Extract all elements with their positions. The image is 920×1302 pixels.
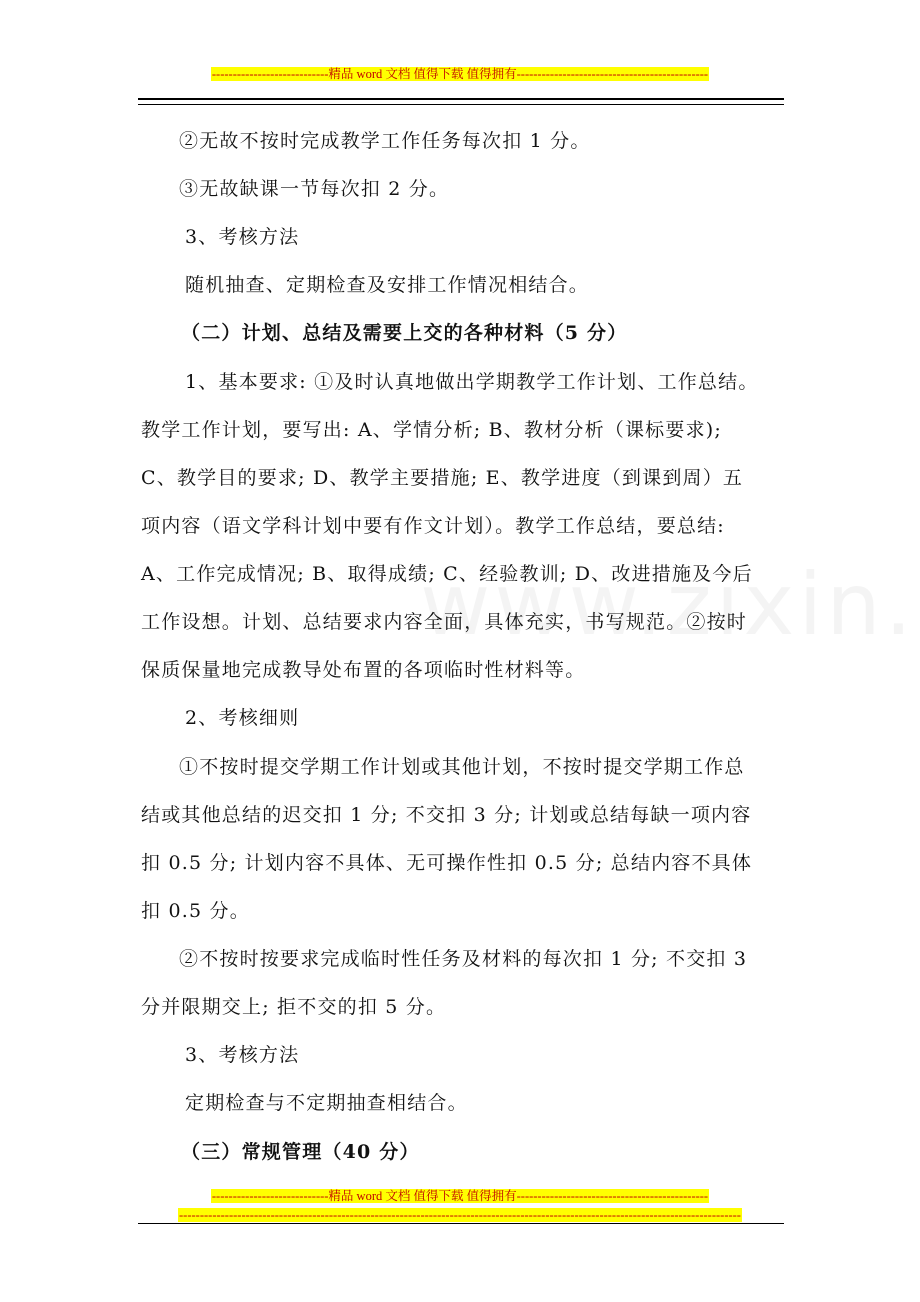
paragraph-line: C、教学目的要求; D、教学主要措施; E、教学进度（到课到周）五 <box>141 467 744 489</box>
footer-banner-text: ----------------------------精品 word 文档 值得下载 值得拥有---------------------------------------------- <box>211 1189 709 1203</box>
paragraph-line: 结或其他总结的迟交扣 1 分; 不交扣 3 分; 计划或总结每缺一项内容 <box>141 804 752 826</box>
paragraph-line: ③无故缺课一节每次扣 2 分。 <box>179 178 450 200</box>
section-subheading: 2、考核细则 <box>185 707 300 729</box>
footer-rule <box>138 1223 784 1224</box>
header-rule-thin <box>138 104 784 105</box>
footer-banner <box>0 1188 920 1204</box>
paragraph-line: 1、基本要求: ①及时认真地做出学期教学工作计划、工作总结。 <box>185 371 759 393</box>
paragraph-line: ②无故不按时完成教学工作任务每次扣 1 分。 <box>179 130 591 152</box>
paragraph-line: 保质保量地完成教导处布置的各项临时性材料等。 <box>141 659 586 681</box>
paragraph-line: 扣 0.5 分; 计划内容不具体、无可操作性扣 0.5 分; 总结内容不具体 <box>141 852 753 874</box>
header-banner-text: ----------------------------精品 word 文档 值得下载 值得拥有---------------------------------------------- <box>211 67 709 81</box>
paragraph-line: 扣 0.5 分。 <box>141 900 250 922</box>
paragraph-line: 随机抽查、定期检查及安排工作情况相结合。 <box>185 274 590 296</box>
paragraph-line: 分并限期交上; 拒不交的扣 5 分。 <box>141 996 447 1018</box>
section-subheading: 3、考核方法 <box>185 226 300 248</box>
section-subheading: 3、考核方法 <box>185 1044 300 1066</box>
paragraph-line: A、工作完成情况; B、取得成绩; C、经验教训; D、改进措施及今后 <box>141 563 753 585</box>
paragraph-line: 教学工作计划，要写出: A、学情分析; B、教材分析（课标要求); <box>141 419 722 441</box>
paragraph-line: 工作设想。计划、总结要求内容全面，具体充实，书写规范。②按时 <box>141 611 748 633</box>
header-rule-thick <box>138 98 784 100</box>
footer-banner-dashes-text: --------------------------------------------------------------------------------------------------------------------------------------- <box>179 1208 741 1222</box>
section-heading: （二）计划、总结及需要上交的各种材料（5 分） <box>181 322 628 344</box>
paragraph-line: ①不按时提交学期工作计划或其他计划，不按时提交学期工作总 <box>179 756 745 778</box>
paragraph-line: 项内容（语文学科计划中要有作文计划）。教学工作总结，要总结: <box>141 515 725 537</box>
paragraph-line: ②不按时按要求完成临时性任务及材料的每次扣 1 分; 不交扣 3 <box>179 948 748 970</box>
section-heading: （三）常规管理（40 分） <box>181 1141 420 1163</box>
footer-banner-dashes <box>0 1207 920 1223</box>
paragraph-line: 定期检查与不定期抽查相结合。 <box>185 1092 468 1114</box>
header-banner <box>0 66 920 82</box>
